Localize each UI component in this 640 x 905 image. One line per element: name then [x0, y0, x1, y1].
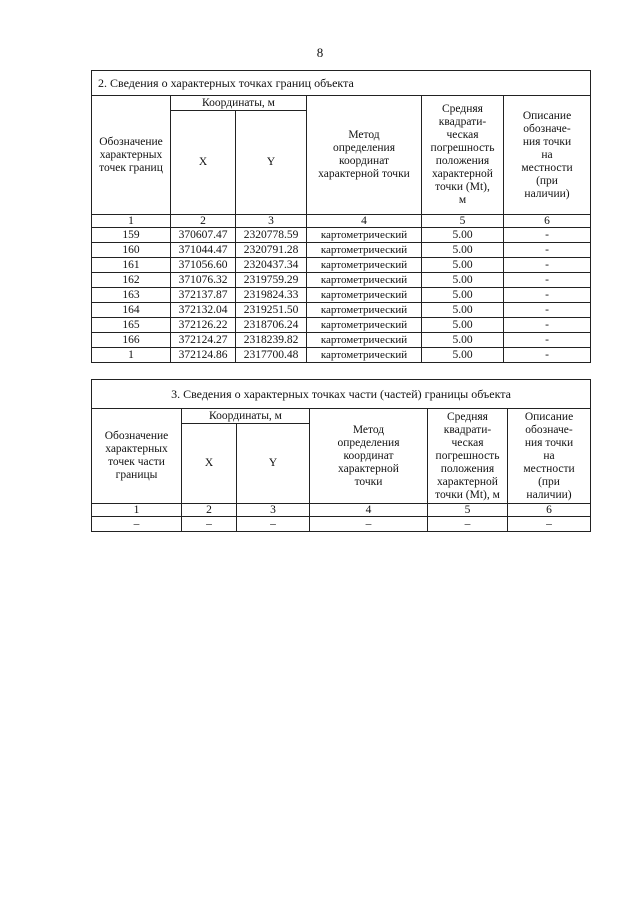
- coord-y: 2320791.28: [236, 243, 307, 258]
- coord-y: 2318706.24: [236, 318, 307, 333]
- table-row: [92, 243, 591, 258]
- description: -: [504, 243, 591, 258]
- table-row: [92, 288, 591, 303]
- header-error: Средняя квадрати- ческая погрешность положения характерной точки (Mt), м: [428, 409, 508, 504]
- method: картометрический: [307, 228, 422, 243]
- part-boundary-points-table: [91, 379, 591, 532]
- point-id: 166: [92, 333, 171, 348]
- point-id: 160: [92, 243, 171, 258]
- coord-x: –: [182, 517, 237, 532]
- point-id: 159: [92, 228, 171, 243]
- table-row: [92, 517, 591, 532]
- header-x: X: [171, 111, 236, 215]
- column-number: 4: [310, 504, 428, 517]
- description: -: [504, 333, 591, 348]
- header-designation: Обозначение характерных точек части границы: [92, 409, 182, 504]
- boundary-points-table: [91, 70, 591, 363]
- coord-y: 2320437.34: [236, 258, 307, 273]
- coord-y: 2319251.50: [236, 303, 307, 318]
- column-number: 3: [237, 504, 310, 517]
- description: -: [504, 303, 591, 318]
- column-number: 6: [508, 504, 591, 517]
- column-number: 2: [182, 504, 237, 517]
- coord-x: 371056.60: [171, 258, 236, 273]
- header-error: Средняя квадрати- ческая погрешность положения характерной точки (Mt), м: [422, 96, 504, 215]
- header-designation: Обозначение характерных точек границ: [92, 96, 171, 215]
- description: -: [504, 273, 591, 288]
- error-value: 5.00: [422, 243, 504, 258]
- error-value: –: [428, 517, 508, 532]
- coord-y: 2317700.48: [236, 348, 307, 363]
- error-value: 5.00: [422, 288, 504, 303]
- section-2-title: 2. Сведения о характерных точках границ объекта: [92, 71, 591, 96]
- header-y: Y: [236, 111, 307, 215]
- coord-y: 2319759.29: [236, 273, 307, 288]
- error-value: 5.00: [422, 303, 504, 318]
- header-x: X: [182, 424, 237, 504]
- description: -: [504, 288, 591, 303]
- description: -: [504, 228, 591, 243]
- section-3-title: 3. Сведения о характерных точках части (частей) границы объекта: [92, 380, 591, 409]
- point-id: 1: [92, 348, 171, 363]
- method: картометрический: [307, 348, 422, 363]
- coord-x: 370607.47: [171, 228, 236, 243]
- description: -: [504, 348, 591, 363]
- coord-y: 2319824.33: [236, 288, 307, 303]
- description: -: [504, 258, 591, 273]
- header-method: Метод определения координат характерной точки: [310, 409, 428, 504]
- coord-x: 371076.32: [171, 273, 236, 288]
- header-y: Y: [237, 424, 310, 504]
- coord-x: 372126.22: [171, 318, 236, 333]
- coord-x: 372132.04: [171, 303, 236, 318]
- error-value: 5.00: [422, 318, 504, 333]
- column-number: 6: [504, 215, 591, 228]
- method: картометрический: [307, 273, 422, 288]
- coord-x: 372124.86: [171, 348, 236, 363]
- coord-y: 2320778.59: [236, 228, 307, 243]
- method: картометрический: [307, 288, 422, 303]
- column-number: 1: [92, 504, 182, 517]
- coord-x: 371044.47: [171, 243, 236, 258]
- column-number: 5: [428, 504, 508, 517]
- header-method: Метод определения координат характерной точки: [307, 96, 422, 215]
- header-description: Описание обозначе- ния точки на местности (при наличии): [508, 409, 591, 504]
- page-number: 8: [316, 45, 324, 60]
- table-row: [92, 303, 591, 318]
- table-row: [92, 318, 591, 333]
- method: картометрический: [307, 303, 422, 318]
- table-row: [92, 333, 591, 348]
- error-value: 5.00: [422, 228, 504, 243]
- method: картометрический: [307, 333, 422, 348]
- coord-y: –: [237, 517, 310, 532]
- point-id: 162: [92, 273, 171, 288]
- table-row: [92, 273, 591, 288]
- header-description: Описание обозначе- ния точки на местности (при наличии): [504, 96, 591, 215]
- coord-y: 2318239.82: [236, 333, 307, 348]
- point-id: 164: [92, 303, 171, 318]
- coord-x: 372137.87: [171, 288, 236, 303]
- column-number: 2: [171, 215, 236, 228]
- header-coordinates: Координаты, м: [171, 96, 307, 111]
- description: -: [504, 318, 591, 333]
- method: картометрический: [307, 258, 422, 273]
- point-id: –: [92, 517, 182, 532]
- method: картометрический: [307, 318, 422, 333]
- table-row: [92, 258, 591, 273]
- point-id: 161: [92, 258, 171, 273]
- column-numbers-row: [92, 504, 591, 517]
- column-number: 5: [422, 215, 504, 228]
- table-row: [92, 228, 591, 243]
- table-row: [92, 348, 591, 363]
- column-number: 4: [307, 215, 422, 228]
- column-number: 3: [236, 215, 307, 228]
- error-value: 5.00: [422, 258, 504, 273]
- error-value: 5.00: [422, 348, 504, 363]
- method: картометрический: [307, 243, 422, 258]
- coord-x: 372124.27: [171, 333, 236, 348]
- point-id: 165: [92, 318, 171, 333]
- error-value: 5.00: [422, 333, 504, 348]
- error-value: 5.00: [422, 273, 504, 288]
- point-id: 163: [92, 288, 171, 303]
- header-coordinates: Координаты, м: [182, 409, 310, 424]
- column-number: 1: [92, 215, 171, 228]
- column-numbers-row: [92, 215, 591, 228]
- method: –: [310, 517, 428, 532]
- description: –: [508, 517, 591, 532]
